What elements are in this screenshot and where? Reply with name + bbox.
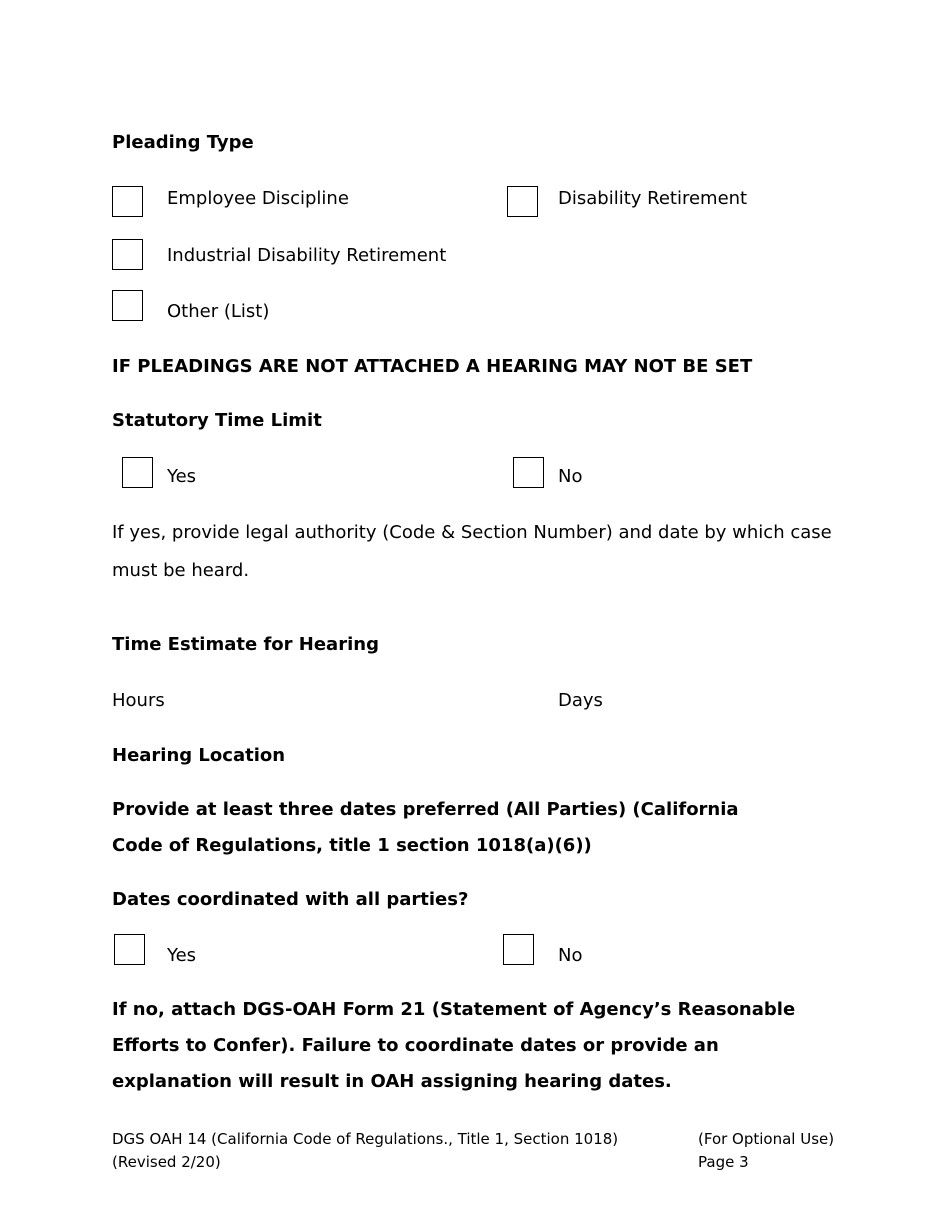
industrial-disability-retirement-label: Industrial Disability Retirement xyxy=(167,245,447,266)
days-label: Days xyxy=(558,690,603,711)
coordinated-no-label: No xyxy=(558,945,583,966)
industrial-disability-retirement-checkbox[interactable] xyxy=(112,239,143,270)
employee-discipline-checkbox[interactable] xyxy=(112,186,143,217)
footer-page-number: Page 3 xyxy=(698,1153,749,1171)
coordinated-yes-checkbox[interactable] xyxy=(114,934,145,965)
form21-instruction: If no, attach DGS-OAH Form 21 (Statement of Agency’s Reasonable Efforts to Confer). Failure to coordinate dates or provide an explanation will result in OAH assigning hearing dates. xyxy=(112,999,796,1092)
coordinated-no-checkbox[interactable] xyxy=(503,934,534,965)
statutory-time-limit-heading: Statutory Time Limit xyxy=(112,410,322,431)
coordinated-yes-label: Yes xyxy=(167,945,197,966)
other-list-label: Other (List) xyxy=(167,301,270,322)
statutory-no-label: No xyxy=(558,466,583,487)
dates-coordinated-question: Dates coordinated with all parties? xyxy=(112,889,469,910)
footer-revised: (Revised 2/20) xyxy=(112,1153,221,1171)
disability-retirement-label: Disability Retirement xyxy=(558,188,748,209)
time-estimate-heading: Time Estimate for Hearing xyxy=(112,634,379,655)
employee-discipline-label: Employee Discipline xyxy=(167,188,349,209)
preferred-dates-instruction: Provide at least three dates preferred (All Parties) (California Code of Regulations, title 1 section 1018(a)(6)) xyxy=(112,799,739,856)
disability-retirement-checkbox[interactable] xyxy=(507,186,538,217)
pleading-type-heading: Pleading Type xyxy=(112,132,254,153)
hearing-location-heading: Hearing Location xyxy=(112,745,286,766)
statutory-instruction: If yes, provide legal authority (Code & Section Number) and date by which case must be heard. xyxy=(112,522,832,581)
statutory-yes-checkbox[interactable] xyxy=(122,457,153,488)
footer-form-id: DGS OAH 14 (California Code of Regulations., Title 1, Section 1018) xyxy=(112,1130,619,1148)
footer-optional-use: (For Optional Use) xyxy=(698,1130,835,1148)
other-list-checkbox[interactable] xyxy=(112,290,143,321)
pleadings-warning: IF PLEADINGS ARE NOT ATTACHED A HEARING MAY NOT BE SET xyxy=(112,356,753,377)
hours-label: Hours xyxy=(112,690,165,711)
statutory-yes-label: Yes xyxy=(167,466,197,487)
statutory-no-checkbox[interactable] xyxy=(513,457,544,488)
